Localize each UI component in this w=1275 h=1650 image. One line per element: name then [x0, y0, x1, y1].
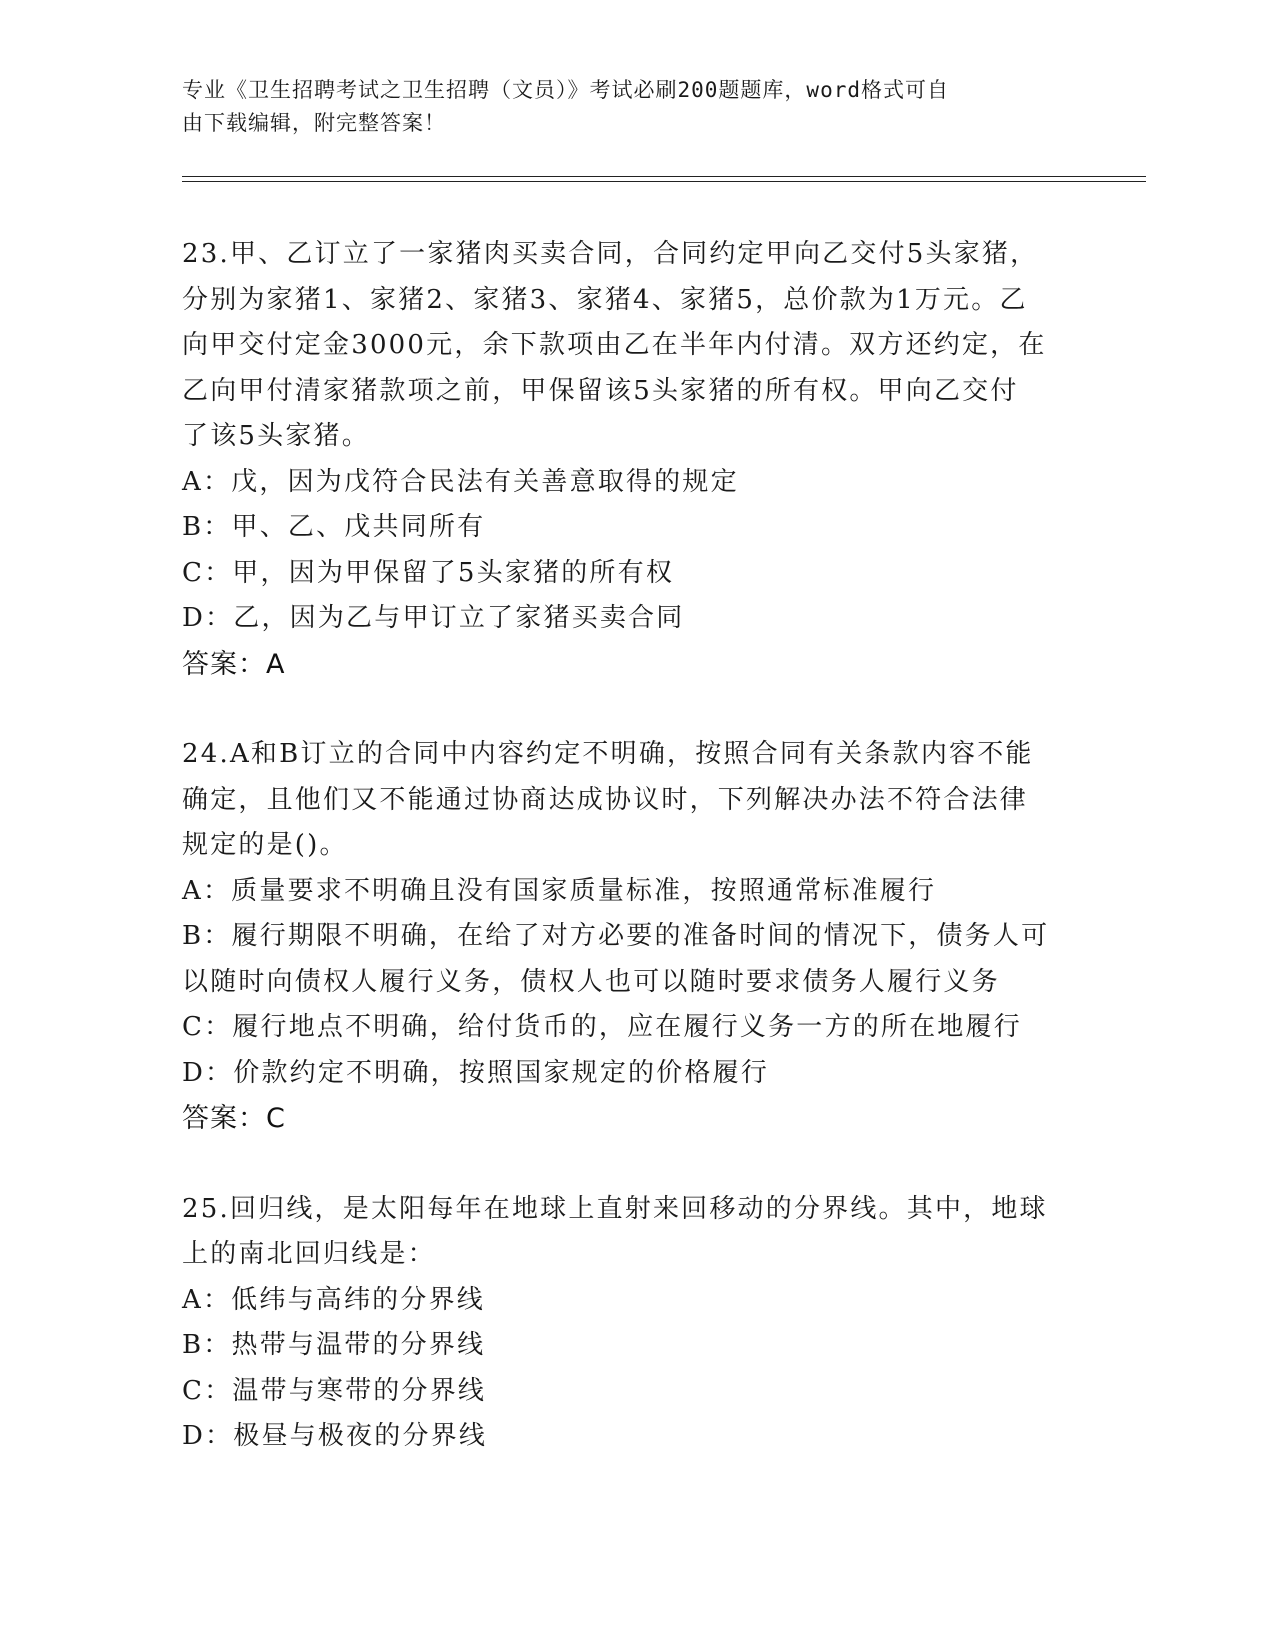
option-c: C：温带与寒带的分界线	[182, 1375, 487, 1406]
option-b-continued: 以随时向债权人履行义务，债权人也可以随时要求债务人履行义务	[182, 966, 1000, 997]
option-c: C：履行地点不明确，给付货币的，应在履行义务一方的所在地履行	[182, 1012, 1022, 1042]
option-a: A：质量要求不明确且没有国家质量标准，按照通常标准履行	[182, 875, 937, 906]
header-divider-top	[182, 176, 1146, 177]
question-stem-line: 规定的是()。	[182, 830, 348, 860]
question-stem-line: 25.回归线，是太阳每年在地球上直射来回移动的分界线。其中，地球	[182, 1193, 1048, 1224]
answer-label: 答案：C	[182, 1103, 286, 1134]
question-23	[182, 232, 1102, 687]
header-divider-bottom	[182, 181, 1146, 182]
question-24	[182, 732, 1102, 1142]
question-stem-line: 分别为家猪1、家猪2、家猪3、家猪4、家猪5，总价款为1万元。乙	[182, 284, 1028, 315]
question-stem-line: 确定，且他们又不能通过协商达成协议时，下列解决办法不符合法律	[182, 784, 1029, 815]
option-a: A：低纬与高纬的分界线	[182, 1284, 485, 1315]
question-25	[182, 1187, 1102, 1460]
document-header	[182, 74, 1062, 140]
question-stem-line: 乙向甲付清家猪款项之前，甲保留该5头家猪的所有权。甲向乙交付	[182, 375, 1019, 406]
question-stem-line: 向甲交付定金3000元，余下款项由乙在半年内付清。双方还约定，在	[182, 330, 1047, 360]
question-list	[182, 232, 1102, 1505]
option-c: C：甲，因为甲保留了5头家猪的所有权	[182, 557, 675, 588]
question-stem-line: 23.甲、乙订立了一家猪肉买卖合同，合同约定甲向乙交付5头家猪，	[182, 239, 1039, 269]
header-line: 专业《卫生招聘考试之卫生招聘（文员）》考试必刷200题题库，word格式可自	[182, 78, 949, 102]
option-d: D：价款约定不明确，按照国家规定的价格履行	[182, 1057, 770, 1088]
option-d: D：极昼与极夜的分界线	[182, 1421, 488, 1451]
question-stem-line: 24.A和B订立的合同中内容约定不明确，按照合同有关条款内容不能	[182, 739, 1034, 769]
option-b: B：甲、乙、戊共同所有	[182, 512, 486, 542]
option-a: A：戊，因为戊符合民法有关善意取得的规定	[182, 466, 739, 497]
answer-label: 答案：A	[182, 648, 286, 680]
question-stem-line: 了该5头家猪。	[182, 421, 370, 451]
option-b: B：履行期限不明确，在给了对方必要的准备时间的情况下，债务人可	[182, 921, 1050, 951]
header-line: 由下载编辑，附完整答案！	[182, 111, 446, 135]
option-d: D：乙，因为乙与甲订立了家猪买卖合同	[182, 603, 685, 633]
option-b: B：热带与温带的分界线	[182, 1330, 486, 1360]
question-stem-line: 上的南北回归线是：	[182, 1239, 436, 1269]
